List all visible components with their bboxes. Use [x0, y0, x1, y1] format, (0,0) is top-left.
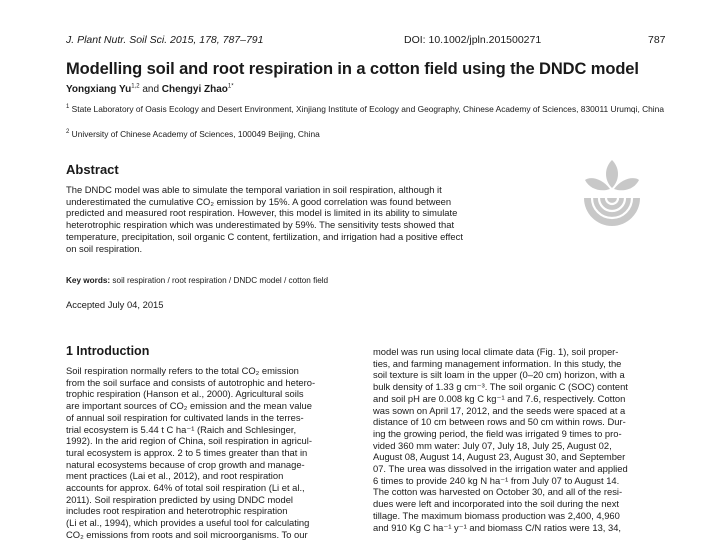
body-line: 2011). Soil respiration predicted by using DNDC model: [66, 493, 294, 505]
journal-plant-logo-icon: [582, 158, 642, 234]
abstract-line: heterotrophic respiration which was underestimated by 59%. The sensitivity tests showed that: [66, 219, 455, 231]
body-line: ing the growing period, the field was irrigated 9 times to pro-: [373, 427, 622, 439]
section-heading-introduction: 1 Introduction: [66, 344, 150, 358]
body-line: vided 360 mm water: July 07, July 18, July 25, August 02,: [373, 439, 612, 451]
body-line: The cotton was harvested on October 30, and all of the resi-: [373, 486, 623, 498]
body-line: are important sources of CO₂ emission and the mean value: [66, 400, 312, 412]
author-1-affil: 1,2: [131, 83, 140, 90]
affiliation-1: [66, 103, 686, 115]
author-2-affil: 1*: [227, 83, 234, 90]
body-line: and 910 Kg C ha⁻¹ y⁻¹ and biomass C/N ratios were 13, 34,: [373, 521, 622, 533]
body-line: and soil pH are 0.008 kg C kg⁻¹ and 7.6, respectively. Cotton: [373, 392, 626, 404]
author-1-name: Yongxiang Yu: [66, 84, 132, 95]
abstract-line: temperature, precipitation, soil organic C content, fertilization, and irrigation had a positive effect: [66, 230, 463, 242]
doi-text[interactable]: DOI: 10.1002/jpln.201500271: [404, 34, 542, 46]
body-line: accounts for approx. 64% of total soil respiration (Li et al.,: [66, 482, 305, 494]
body-line: 6 times to provide 240 kg N ha⁻¹ from July 07 to August 14.: [373, 474, 620, 486]
body-line: ties, and farming management information. In this study, the: [373, 357, 622, 369]
introduction-right-column: [373, 346, 663, 533]
abstract-line: The DNDC model was able to simulate the temporal variation in soil respiration, although it: [66, 184, 442, 195]
body-line: (Li et al., 1994), which provides a useful tool for calculating: [66, 517, 310, 529]
body-line: trophic respiration (Hanson et al., 2000). Agricultural soils: [66, 388, 304, 400]
affiliation-1-text: State Laboratory of Oasis Ecology and Desert Environment, Xinjiang Institute of Ecology and Geography, Chinese Academy of Sciences, 830011 Urumqi, China: [71, 104, 664, 114]
body-line: distance of 10 cm between rows and 50 cm within rows. Dur-: [373, 416, 626, 428]
affiliation-2-text: University of Chinese Academy of Sciences, 100049 Beijing, China: [71, 129, 320, 139]
body-line: includes root respiration and heterotrophic respiration: [66, 505, 288, 517]
body-line: of annual soil respiration for cultivated lands in the terres-: [66, 411, 304, 423]
body-line: dues were left and incorporated into the soil during the next: [373, 498, 619, 510]
body-line: bulk density of 1.33 g cm⁻³. The soil organic C (SOC) content: [373, 381, 628, 393]
article-title: Modelling soil and root respiration in a cotton field using the DNDC model: [66, 60, 639, 78]
introduction-left-column: [66, 365, 356, 541]
body-line: CO₂ emissions from roots and soil microorganisms. To our: [66, 528, 308, 540]
affiliation-2: [66, 128, 686, 140]
author-list: [66, 84, 234, 95]
journal-citation: J. Plant Nutr. Soil Sci. 2015, 178, 787–791: [66, 34, 264, 46]
body-line: tillage. The maximum biomass production was 2,400, 4,960: [373, 509, 620, 521]
body-line: natural ecosystems because of crop growth and manage-: [66, 458, 305, 470]
body-line: ment practices (Lai et al., 2012), and root respiration: [66, 470, 284, 482]
body-line: tural ecosystem is approx. 2 to 5 times greater than that in: [66, 446, 308, 458]
accepted-date: Accepted July 04, 2015: [66, 299, 164, 310]
keywords: [66, 276, 328, 285]
body-line: 07. The urea was dissolved in the irrigation water and applied: [373, 463, 628, 475]
affiliation-2-number: 2: [66, 129, 70, 136]
body-line: August 08, August 14, August 23, August 30, and September: [373, 451, 626, 463]
body-line: Soil respiration normally refers to the total CO₂ emission: [66, 365, 299, 376]
keywords-text: soil respiration / root respiration / DNDC model / cotton field: [112, 276, 329, 285]
body-line: was sown on April 17, 2012, and the seeds were spaced at a: [373, 404, 626, 416]
abstract-line: predicted and measured root respiration. However, this model is limited in its ability to simulate: [66, 207, 458, 219]
page-number: 787: [648, 34, 666, 46]
abstract-body: [66, 184, 522, 254]
body-line: model was run using local climate data (Fig. 1), soil proper-: [373, 346, 619, 357]
abstract-heading: Abstract: [66, 162, 119, 177]
author-2-name: Chengyi Zhao: [161, 84, 228, 95]
body-line: trial ecosystem is 5.44 t C ha⁻¹ (Raich and Schlesinger,: [66, 423, 297, 435]
abstract-line: underestimated the cumulative CO₂ emission by 15%. A good correlation was found between: [66, 195, 452, 207]
keywords-label: Key words:: [66, 276, 111, 285]
affiliation-1-number: 1: [66, 104, 70, 111]
body-line: 1992). In the arid region of China, soil respiration in agricul-: [66, 435, 312, 447]
author-conjunction: and: [142, 84, 160, 95]
body-line: soil texture is silt loam in the upper (0–20 cm) horizon, with a: [373, 369, 625, 381]
abstract-line: on soil respiration.: [66, 242, 143, 254]
body-line: from the soil surface and consists of autotrophic and hetero-: [66, 376, 316, 388]
